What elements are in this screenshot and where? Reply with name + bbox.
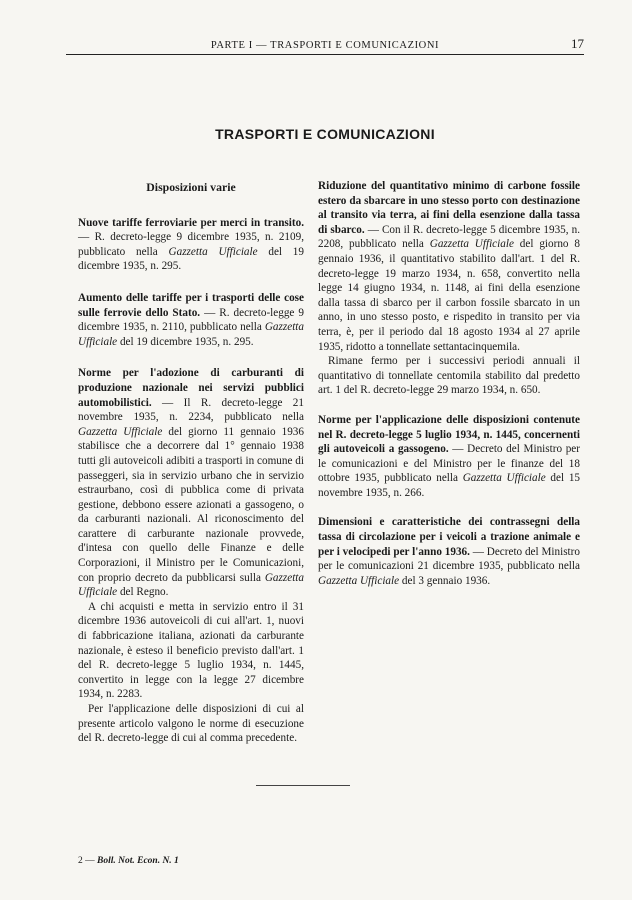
page-title: TRASPORTI E COMUNICAZIONI: [215, 126, 435, 142]
entry-text: del 19 dicembre 1935, n. 295.: [117, 335, 254, 348]
gazette-name: Gazzetta Ufficiale: [318, 574, 400, 587]
entry-paragraph: [78, 366, 304, 600]
entry-text: del giorno 8 gennaio 1936, il quantitativo stabilito dall'art. 1 del R. decreto-legge 19 marzo 1934, n. 658, convertito nella legge 14 giugno 1934, n. 1148, ai fini della esenzione dalla tassa di sbarco per il carbon fossile sbarcato in un anno, in uno stesso posto, e rispedito in transito per via terra, è, per il periodo dal 18 agosto 1934 al 27 aprile 1935, ridotto a tonnellate settantacinquemila.: [318, 238, 580, 353]
entry-text: del 15 novembre 1935, n. 266.: [318, 472, 581, 499]
entry-heading: Norme per l'applicazione delle disposizioni contenute nel R. decreto-legge 5 luglio 1934, n. 1445, concernenti gli autoveicoli a gassogeno.: [318, 413, 580, 456]
entry-contrassegni: [318, 515, 580, 588]
entry-text: del 3 gennaio 1936.: [399, 574, 491, 587]
left-column: [78, 176, 304, 763]
signature-title: Boll. Not. Econ. N. 1: [97, 856, 179, 866]
entry-gassogeno: [318, 413, 580, 501]
entry-paragraph: [318, 179, 580, 354]
entry-heading: Aumento delle tariffe per i trasporti delle cose sulle ferrovie dello Stato.: [78, 291, 304, 319]
gazette-name: Gazzetta Ufficiale: [429, 238, 514, 251]
entry-text: del 19 dicembre 1935, n. 295.: [78, 245, 304, 273]
entry-paragraph: [78, 216, 304, 274]
entry-text: del giorno 11 gennaio 1936 stabilisce che a decorrere dal 1° gennaio 1938 tutti gli autoveicoli adibiti a trasporti in comune di passeggeri, sia in servizio urbano che in servizio estraurbano, così di pubblica come di privata gestione, debbono essere azionati a gassogeno, o da carburanti nazionali. Al riconoscimento del carattere di carburante nazionale provvede, d'intesa con quello delle Finanze e delle Corporazioni, il Ministro per le Comunicazioni, con proprio decreto da pubblicarsi sulla: [78, 425, 304, 584]
gazette-name: Gazzetta Ufficiale: [78, 571, 304, 599]
entry-paragraph-2: A chi acquisti e metta in servizio entro il 31 dicembre 1936 autoveicoli di cui all'art. 1, nuovi di fabbricazione italiana, azionati da carburante nazionale, è esteso il beneficio previsto dall'art. 1 del R. decreto-legge 5 luglio 1934, n. 1445, convertito in legge con la legge 27 dicembre 1934, n. 2283.: [78, 600, 304, 701]
gazette-name: Gazzetta Ufficiale: [78, 321, 304, 348]
entry-text: — R. decreto-legge 9 dicembre 1935, n. 2110, pubblicato nella: [78, 306, 304, 334]
entry-aumento-tariffe: [78, 291, 304, 349]
entry-text: — Con il R. decreto-legge 5 dicembre 1935, n. 2208, pubblicato nella: [318, 223, 580, 251]
gazette-name: Gazzetta Ufficiale: [78, 425, 163, 438]
entry-text: del Regno.: [117, 586, 169, 599]
entry-heading: Norme per l'adozione di carburanti di produzione nazionale nei servizi pubblici automobilistici.: [78, 367, 304, 409]
entry-paragraph-3: Per l'applicazione delle disposizioni di cui al presente articolo valgono le norme di esecuzione del R. decreto-legge di cui al comma precedente.: [78, 703, 304, 745]
entry-paragraph: [318, 515, 580, 588]
entry-carburanti: [78, 366, 304, 745]
right-column: [318, 176, 580, 603]
entry-paragraph: [318, 413, 580, 501]
entry-text: — R. decreto-legge 9 dicembre 1935, n. 2109, pubblicato nella: [78, 231, 304, 258]
running-header: [66, 38, 584, 55]
end-rule: [256, 785, 350, 786]
signature-prefix: 2 —: [78, 856, 97, 866]
entry-heading: Nuove tariffe ferroviarie per merci in transito.: [78, 216, 304, 229]
page-number: 17: [571, 36, 584, 51]
signature-line: [78, 856, 179, 866]
section-heading: Disposizioni varie: [146, 180, 236, 194]
entry-heading: Riduzione del quantitativo minimo di carbone fossile estero da sbarcare in uno stesso porto con destinazione al transito via terra, ai fini della esenzione dalla tassa di sbarco.: [318, 180, 580, 236]
entry-tariffe-merci: [78, 216, 304, 274]
entry-text: — Decreto del Ministro per le comunicazioni 21 dicembre 1935, pubblicato nella: [318, 545, 580, 573]
entry-text: — Il R. decreto-legge 21 novembre 1935, n. 2234, pubblicato nella: [78, 396, 304, 424]
entry-heading: Dimensioni e caratteristiche dei contrassegni della tassa di circolazione per i veicoli a trazione animale e per i velocipedi per l'anno 1936.: [318, 516, 580, 558]
entry-text: — Decreto del Ministro per le comunicazioni e del Ministro per le finanze del 18 ottobre 1935, pubblicato nella: [318, 443, 580, 485]
entry-carbone: [318, 179, 580, 398]
gazette-name: Gazzetta Ufficiale: [168, 245, 258, 258]
gazette-name: Gazzetta Ufficiale: [462, 472, 546, 485]
entry-paragraph-2: Rimane fermo per i successivi periodi annuali il quantitativo di tonnellate centomila stabilito dal predetto art. 1 del R. decreto-legge 29 marzo 1934, n. 650.: [318, 355, 580, 397]
entry-paragraph: [78, 291, 304, 349]
running-title: PARTE I — TRASPORTI E COMUNICAZIONI: [210, 40, 440, 51]
